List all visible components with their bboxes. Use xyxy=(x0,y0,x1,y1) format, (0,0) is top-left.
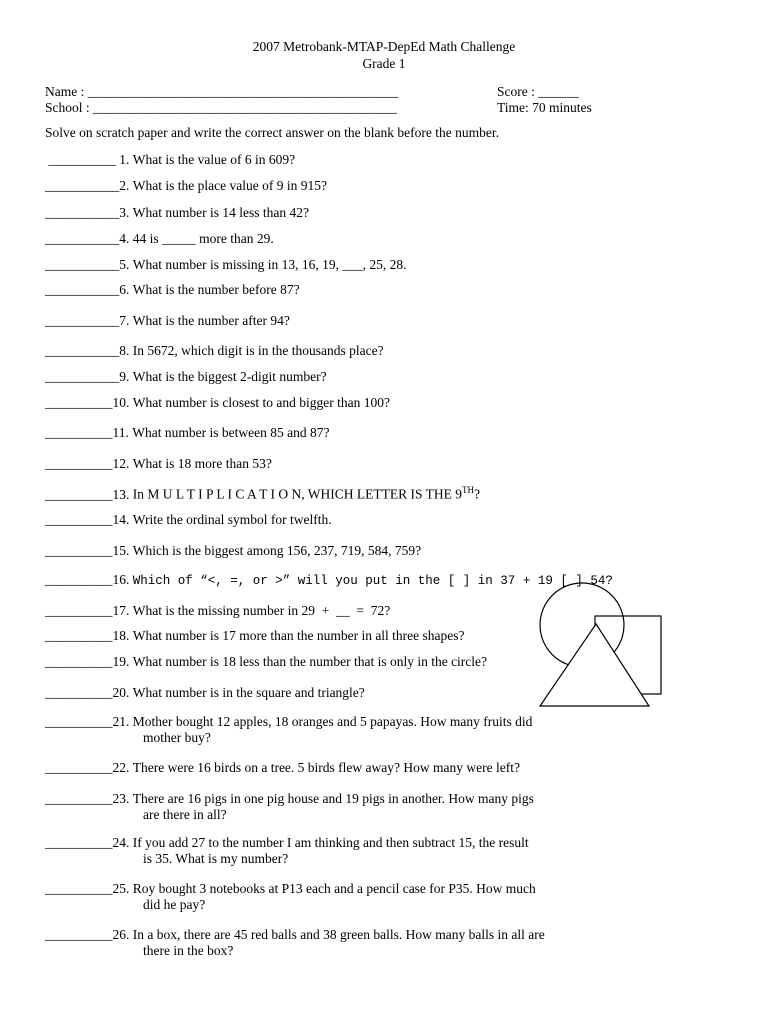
school-field[interactable]: School : _____________________________________________ xyxy=(45,100,397,115)
answer-blank[interactable]: ___________6. xyxy=(45,282,133,297)
question-11 xyxy=(45,425,329,441)
question-text: In M U L T I P L I C A T I O N, WHICH LETTER IS THE 9 xyxy=(132,486,462,502)
answer-blank[interactable]: __________23. xyxy=(45,791,133,806)
score-field[interactable]: Score : ______ xyxy=(497,84,579,99)
question-text-continued: are there in all? xyxy=(143,807,227,822)
question-15 xyxy=(45,543,421,559)
answer-blank[interactable]: __________20. xyxy=(45,685,133,700)
question-text: What is the biggest 2-digit number? xyxy=(132,369,327,384)
title-line-1: 2007 Metrobank-MTAP-DepEd Math Challenge xyxy=(252,39,516,54)
question-text: There were 16 birds on a tree. 5 birds flew away? How many were left? xyxy=(132,760,520,775)
question-1 xyxy=(45,152,295,168)
answer-blank[interactable]: ___________5. xyxy=(45,257,133,272)
answer-blank[interactable]: ___________8. xyxy=(45,343,133,358)
answer-blank[interactable]: __________13. xyxy=(45,486,133,502)
answer-blank[interactable]: __________12. xyxy=(45,456,133,471)
answer-blank[interactable]: ___________9. xyxy=(45,369,133,384)
question-text: What number is in the square and triangle? xyxy=(132,685,365,700)
question-text: What number is 18 less than the number that is only in the circle? xyxy=(132,654,488,669)
question-text-continued: there in the box? xyxy=(143,943,234,958)
answer-blank[interactable]: __________22. xyxy=(45,760,133,775)
question-13 xyxy=(45,482,480,503)
question-text: What is 18 more than 53? xyxy=(132,456,272,471)
question-text: What number is between 85 and 87? xyxy=(132,425,330,440)
answer-blank[interactable]: __________17. xyxy=(45,603,133,618)
answer-blank[interactable]: ___________4. xyxy=(45,231,133,246)
question-text: In 5672, which digit is in the thousands place? xyxy=(132,343,384,358)
answer-blank[interactable]: __________26. xyxy=(45,927,133,942)
title-line-2: Grade 1 xyxy=(362,56,406,71)
question-text: What number is 14 less than 42? xyxy=(132,205,309,220)
answer-blank[interactable]: __________21. xyxy=(45,714,133,729)
answer-blank[interactable]: __________24. xyxy=(45,835,133,850)
question-19 xyxy=(45,654,487,670)
question-text: What is the missing number in 29 + __ = 72? xyxy=(132,603,391,618)
question-text: In a box, there are 45 red balls and 38 green balls. How many balls in all are xyxy=(132,927,545,942)
question-2 xyxy=(45,178,327,194)
time-label: Time: 70 minutes xyxy=(497,100,592,115)
question-25 xyxy=(45,881,536,913)
answer-blank[interactable]: __________18. xyxy=(45,628,133,643)
question-14 xyxy=(45,512,332,528)
question-23 xyxy=(45,791,534,823)
question-text: What number is 17 more than the number in all three shapes? xyxy=(132,628,465,643)
question-text: Which of “<, =, or >” will you put in the [ ] in 37 + 19 [ ] 54? xyxy=(132,574,613,588)
answer-blank[interactable]: __________19. xyxy=(45,654,133,669)
question-21 xyxy=(45,714,532,746)
answer-blank[interactable]: __________14. xyxy=(45,512,133,527)
question-text: Which is the biggest among 156, 237, 719, 584, 759? xyxy=(132,543,422,558)
question-text: There are 16 pigs in one pig house and 19 pigs in another. How many pigs xyxy=(132,791,534,806)
question-8 xyxy=(45,343,384,359)
answer-blank[interactable]: ___________2. xyxy=(45,178,133,193)
question-text: Roy bought 3 notebooks at P13 each and a pencil case for P35. How much xyxy=(132,881,536,896)
name-field[interactable]: Name : ______________________________________________ xyxy=(45,84,399,99)
question-text-continued: did he pay? xyxy=(143,897,206,912)
triangle-shape xyxy=(540,624,649,706)
question-text-end: ? xyxy=(474,486,480,502)
question-7 xyxy=(45,313,290,329)
question-text-continued: is 35. What is my number? xyxy=(143,851,289,866)
question-16 xyxy=(45,572,613,589)
question-text: 44 is _____ more than 29. xyxy=(132,231,274,246)
answer-blank[interactable]: __________10. xyxy=(45,395,133,410)
question-10 xyxy=(45,395,390,411)
question-text: What number is missing in 13, 16, 19, ___, 25, 28. xyxy=(132,257,407,272)
question-18 xyxy=(45,628,465,644)
question-9 xyxy=(45,369,327,385)
superscript: TH xyxy=(462,485,474,495)
question-5 xyxy=(45,257,407,273)
answer-blank[interactable]: __________25. xyxy=(45,881,133,896)
answer-blank[interactable]: __________15. xyxy=(45,543,133,558)
question-text: What is the place value of 9 in 915? xyxy=(132,178,327,193)
question-20 xyxy=(45,685,365,701)
answer-blank[interactable]: __________16. xyxy=(45,572,133,587)
instructions: Solve on scratch paper and write the correct answer on the blank before the number. xyxy=(45,125,499,140)
question-24 xyxy=(45,835,529,867)
answer-blank[interactable]: __________ 1. xyxy=(45,152,133,167)
answer-blank[interactable]: __________11. xyxy=(45,425,133,440)
question-text: What is the number after 94? xyxy=(132,313,290,328)
question-6 xyxy=(45,282,300,298)
question-17 xyxy=(45,603,390,619)
question-3 xyxy=(45,205,309,221)
question-12 xyxy=(45,456,272,472)
shapes-diagram xyxy=(535,582,665,712)
question-26 xyxy=(45,927,545,959)
question-text: If you add 27 to the number I am thinking and then subtract 15, the result xyxy=(132,835,529,850)
answer-blank[interactable]: ___________3. xyxy=(45,205,133,220)
worksheet-title xyxy=(0,38,768,72)
question-text: Mother bought 12 apples, 18 oranges and 5 papayas. How many fruits did xyxy=(132,714,533,729)
question-text: What number is closest to and bigger than 100? xyxy=(132,395,390,410)
question-text: Write the ordinal symbol for twelfth. xyxy=(132,512,332,527)
answer-blank[interactable]: ___________7. xyxy=(45,313,133,328)
question-4 xyxy=(45,231,274,247)
question-text-continued: mother buy? xyxy=(143,730,211,745)
question-22 xyxy=(45,760,520,776)
question-text: What is the number before 87? xyxy=(132,282,300,297)
question-text: What is the value of 6 in 609? xyxy=(132,152,296,167)
